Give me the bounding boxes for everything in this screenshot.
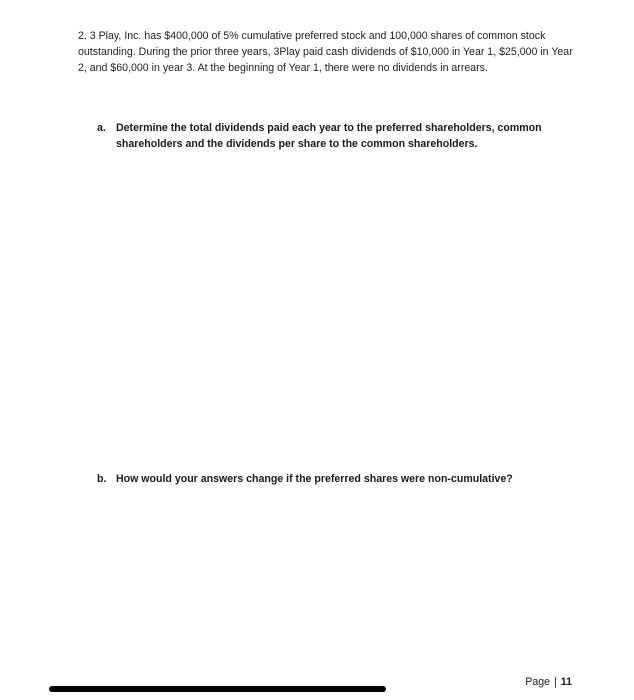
page-number: 11 [560, 676, 572, 688]
page-label: Page [525, 676, 551, 688]
question-a-marker: a. [97, 122, 106, 134]
page-separator: | [554, 676, 557, 688]
problem-statement: 2. 3 Play, Inc. has $400,000 of 5% cumulative preferred stock and 100,000 shares of common stock outstanding. During the prior three years, 3Play paid cash dividends of $10,000 in Year 1, $25,000 in Year 2, and $60,000 in year 3. At the beginning of Year 1, there were no dividends in arrears. [78, 30, 573, 74]
question-b [97, 471, 575, 487]
question-b-text: How would your answers change if the preferred shares were non-cumulative? [116, 473, 513, 485]
question-a-text: Determine the total dividends paid each year to the preferred shareholders, common shareholders and the dividends per share to the common shareholders. [116, 122, 542, 150]
question-a [97, 120, 575, 152]
question-b-marker: b. [97, 473, 107, 485]
page-footer [525, 676, 572, 688]
home-indicator-bar[interactable] [49, 686, 386, 692]
